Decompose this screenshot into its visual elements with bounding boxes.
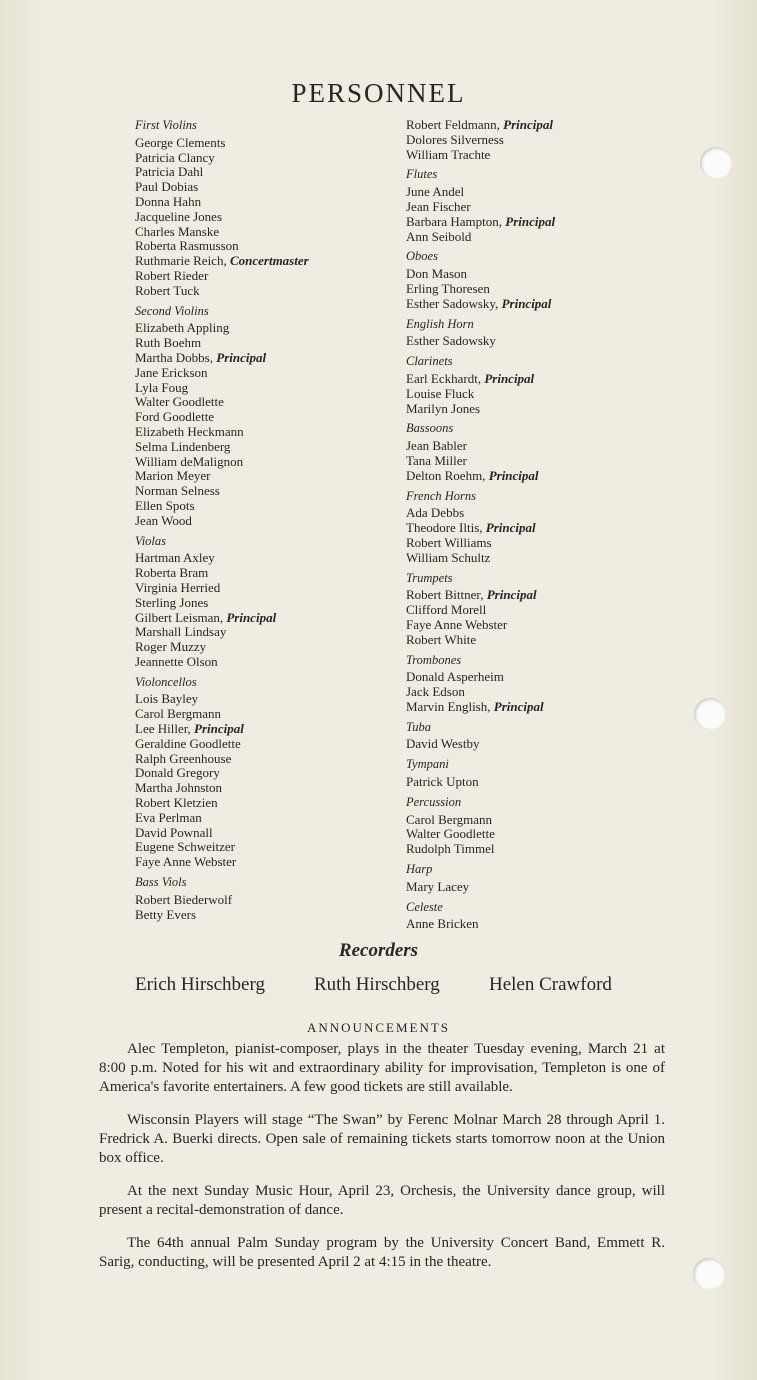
member-role: Principal [503,117,553,132]
member-line [406,133,676,148]
member-line [135,321,405,336]
member-role: Principal [226,609,277,625]
member-line [135,366,405,381]
member-name: Ada Debbs [406,505,465,521]
member-line [135,484,405,499]
member-line [406,880,676,895]
member-name: Lee Hiller, [135,721,191,737]
member-name: Delton Roehm, [406,467,486,483]
member-line [406,267,676,282]
member-name: Esther Sadowsky [406,333,496,349]
member-line [406,633,676,648]
member-line [135,440,405,455]
member-name: Earl Eckhardt, [406,370,482,386]
member-line [135,151,405,166]
punch-hole [700,147,732,179]
section-heading: Oboes [406,249,438,264]
member-line [135,908,405,923]
section-heading: Harp [406,862,433,877]
member-name: Esther Sadowsky, [406,295,499,311]
member-role: Principal [485,520,536,536]
member-line [135,225,405,240]
member-line [406,551,676,566]
member-name: Faye Anne Webster [406,616,508,632]
member-line [135,707,405,722]
member-line [406,439,676,454]
member-line [406,454,676,469]
member-line [135,195,405,210]
member-name: Gilbert Leisman, [135,609,224,625]
member-name: Jean Babler [406,438,468,454]
member-name: Marshall Lindsay [135,624,227,640]
member-name: Jean Fischer [406,198,471,214]
member-line [135,381,405,396]
member-name: Faye Anne Webster [135,854,237,870]
member-line [135,840,405,855]
member-line [135,425,405,440]
announcements-body [99,1040,665,1286]
page-title: PERSONNEL [291,78,466,108]
member-line [135,284,405,299]
member-role: Principal [216,349,267,365]
member-line [135,611,405,626]
member-name: Walter Goodlette [135,394,224,410]
member-line [406,737,676,752]
member-name: Elizabeth Heckmann [135,423,244,439]
member-line [135,737,405,752]
member-name: Eugene Schweitzer [135,839,235,855]
member-line [135,269,405,284]
recorder-name: Ruth Hirschberg [314,974,440,995]
member-name: Barbara Hampton, [406,213,503,229]
member-line [135,811,405,826]
member-line [135,781,405,796]
member-name: Robert Tuck [135,282,200,298]
member-name: Donald Gregory [135,765,220,781]
member-line [135,239,405,254]
member-name: Robert Bittner, [406,587,484,603]
member-name: Marion Meyer [135,468,211,484]
member-name: Dolores Silverness [406,131,504,147]
member-role: Principal [484,370,535,386]
section-heading: Bassoons [406,421,454,436]
member-name: Ruthmarie Reich, [135,253,227,269]
member-name: Lyla Foug [135,379,189,395]
member-line [135,136,405,151]
section-heading: Violoncellos [135,674,197,689]
member-name: Eva Perlman [135,809,202,825]
member-name: George Clements [135,134,226,150]
member-line [135,855,405,870]
member-name: Norman Selness [135,483,220,499]
member-name: Selma Lindenberg [135,438,231,454]
member-line [135,395,405,410]
member-line [135,254,405,269]
member-line [135,752,405,767]
member-name: Walter Goodlette [406,826,495,842]
section-heading: First Violins [135,118,197,132]
personnel-right-column [406,118,676,932]
section-heading: French Horns [406,488,477,503]
member-line [135,722,405,737]
member-name: Jean Wood [135,512,192,528]
member-line [135,551,405,566]
recorders-names [135,974,612,996]
section-heading: Flutes [406,167,438,182]
member-line [135,566,405,581]
member-name: Martha Johnston [135,780,223,796]
member-line [406,685,676,700]
member-line [135,625,405,640]
announcements-title: ANNOUNCEMENTS [307,1020,450,1035]
member-line [135,336,405,351]
member-name: William Schultz [406,549,491,565]
member-line [135,499,405,514]
member-name: Robert Williams [406,534,492,550]
member-name: Carol Bergmann [406,811,493,827]
member-line [135,893,405,908]
member-line [406,215,676,230]
member-line [135,210,405,225]
member-line [406,185,676,200]
member-name: Mary Lacey [406,878,470,894]
member-name: Martha Dobbs, [135,349,213,365]
member-line [406,700,676,715]
member-name: Sterling Jones [135,594,209,610]
member-name: Lois Bayley [135,691,199,707]
member-name: Ann Seibold [406,228,472,244]
section-heading: Violas [135,533,167,548]
member-line [406,402,676,417]
section-heading: Celeste [406,899,443,914]
member-line [135,469,405,484]
member-line [406,297,676,312]
member-name: Patricia Clancy [135,149,215,165]
member-name: Robert Rieder [135,267,209,283]
member-role: Principal [501,295,552,311]
member-line [406,148,676,163]
member-line [135,514,405,529]
personnel-left-column [135,118,405,922]
member-line [406,588,676,603]
member-name: David Pownall [135,824,213,840]
member-line [135,455,405,470]
member-name: Robert Biederwolf [135,891,233,907]
member-name: Don Mason [406,266,468,282]
member-line [135,692,405,707]
member-name: Roberta Bram [135,565,209,581]
member-line [135,351,405,366]
member-line [406,118,676,133]
section-heading: Tuba [406,719,432,734]
member-line [135,826,405,841]
member-name: Virginia Herried [135,579,221,595]
member-name: June Andel [406,184,465,200]
member-name: Roberta Rasmusson [135,238,239,254]
member-line [406,842,676,857]
member-line [406,670,676,685]
section-heading: Percussion [406,794,462,809]
member-line [135,410,405,425]
member-role: Principal [493,698,544,714]
section-heading: Trombones [406,652,462,667]
member-name: Jack Edson [406,684,465,700]
member-line [406,387,676,402]
member-name: William Trachte [406,146,491,162]
member-name: Ellen Spots [135,497,195,513]
member-name: Donna Hahn [135,193,202,209]
member-name: Robert Kletzien [135,795,218,811]
member-name: Elizabeth Appling [135,320,230,336]
member-line [406,230,676,245]
member-line [406,813,676,828]
member-line [406,536,676,551]
section-heading: Tympani [406,757,449,772]
member-name: Hartman Axley [135,550,215,566]
member-line [135,165,405,180]
recorder-name: Erich Hirschberg [135,974,265,995]
member-name: Marvin English, [406,698,491,714]
member-line [135,640,405,655]
member-name: Patricia Dahl [135,164,204,180]
member-line [135,766,405,781]
member-role: Principal [194,721,244,737]
section-heading: Clarinets [406,354,453,369]
member-name: William deMalignon [135,453,244,469]
member-name: Charles Manske [135,223,220,239]
recorders-title: Recorders [338,940,419,961]
member-name: Geraldine Goodlette [135,735,241,751]
section-heading: Trumpets [406,570,453,585]
member-line [406,200,676,215]
member-line [135,581,405,596]
member-line [406,372,676,387]
member-name: Carol Bergmann [135,706,222,722]
member-line [406,521,676,536]
member-name: Robert Feldmann, [406,117,500,132]
punch-hole [693,1258,725,1290]
member-line [406,775,676,790]
member-name: Marilyn Jones [406,400,481,416]
member-name: Erling Thoresen [406,280,490,296]
member-line [135,180,405,195]
member-name: Anne Bricken [406,916,479,932]
member-role: Principal [488,467,539,483]
member-name: Patrick Upton [406,774,479,790]
member-name: Roger Muzzy [135,639,207,655]
announcement-paragraph: The 64th annual Palm Sunday program by the University Concert Band, Emmett R. Sarig, conducting, will be presented April 2 at 4:15 in the theatre. [99,1235,665,1270]
member-name: Jeannette Olson [135,653,218,669]
member-line [135,655,405,670]
member-name: Ford Goodlette [135,409,215,425]
announcement-paragraph: At the next Sunday Music Hour, April 23, Orchesis, the University dance group, will present a recital-demonstration of dance. [99,1183,665,1218]
member-name: Jacqueline Jones [135,208,223,224]
member-name: Clifford Morell [406,602,487,618]
member-role: Concertmaster [229,253,309,269]
member-role: Principal [505,213,556,229]
member-line [406,618,676,633]
member-name: Jane Erickson [135,364,208,380]
member-name: Theodore Iltis, [406,520,483,536]
member-name: Paul Dobias [135,179,199,195]
member-line [406,282,676,297]
section-heading: Bass Viols [135,875,187,890]
member-line [135,596,405,611]
member-line [406,334,676,349]
member-name: Ralph Greenhouse [135,750,232,766]
punch-hole [694,698,726,730]
announcement-paragraph: Wisconsin Players will stage “The Swan” by Ferenc Molnar March 28 through April 1. Fredrick A. Buerki directs. Open sale of remaining tickets starts tomorrow noon at the Union box office. [99,1112,665,1166]
member-name: David Westby [406,736,480,752]
member-name: Rudolph Timmel [406,841,495,857]
member-line [406,469,676,484]
member-name: Betty Evers [135,906,197,922]
section-heading: Second Violins [135,303,209,318]
member-name: Ruth Boehm [135,335,202,351]
announcement-paragraph: Alec Templeton, pianist-composer, plays in the theater Tuesday evening, March 21 at 8:00 p.m. Noted for his wit and extraordinary ability for improvisation, Templeton is one of America's favorite entertainers. A few good tickets are still available. [99,1041,665,1095]
member-line [406,506,676,521]
member-line [406,917,676,932]
member-line [406,603,676,618]
member-name: Donald Asperheim [406,669,504,685]
member-role: Principal [486,587,537,603]
member-name: Robert White [406,631,477,647]
member-name: Tana Miller [406,452,467,468]
section-heading: English Horn [406,316,474,331]
recorder-name: Helen Crawford [489,974,612,995]
member-line [135,796,405,811]
member-name: Louise Fluck [406,385,475,401]
member-line [406,827,676,842]
